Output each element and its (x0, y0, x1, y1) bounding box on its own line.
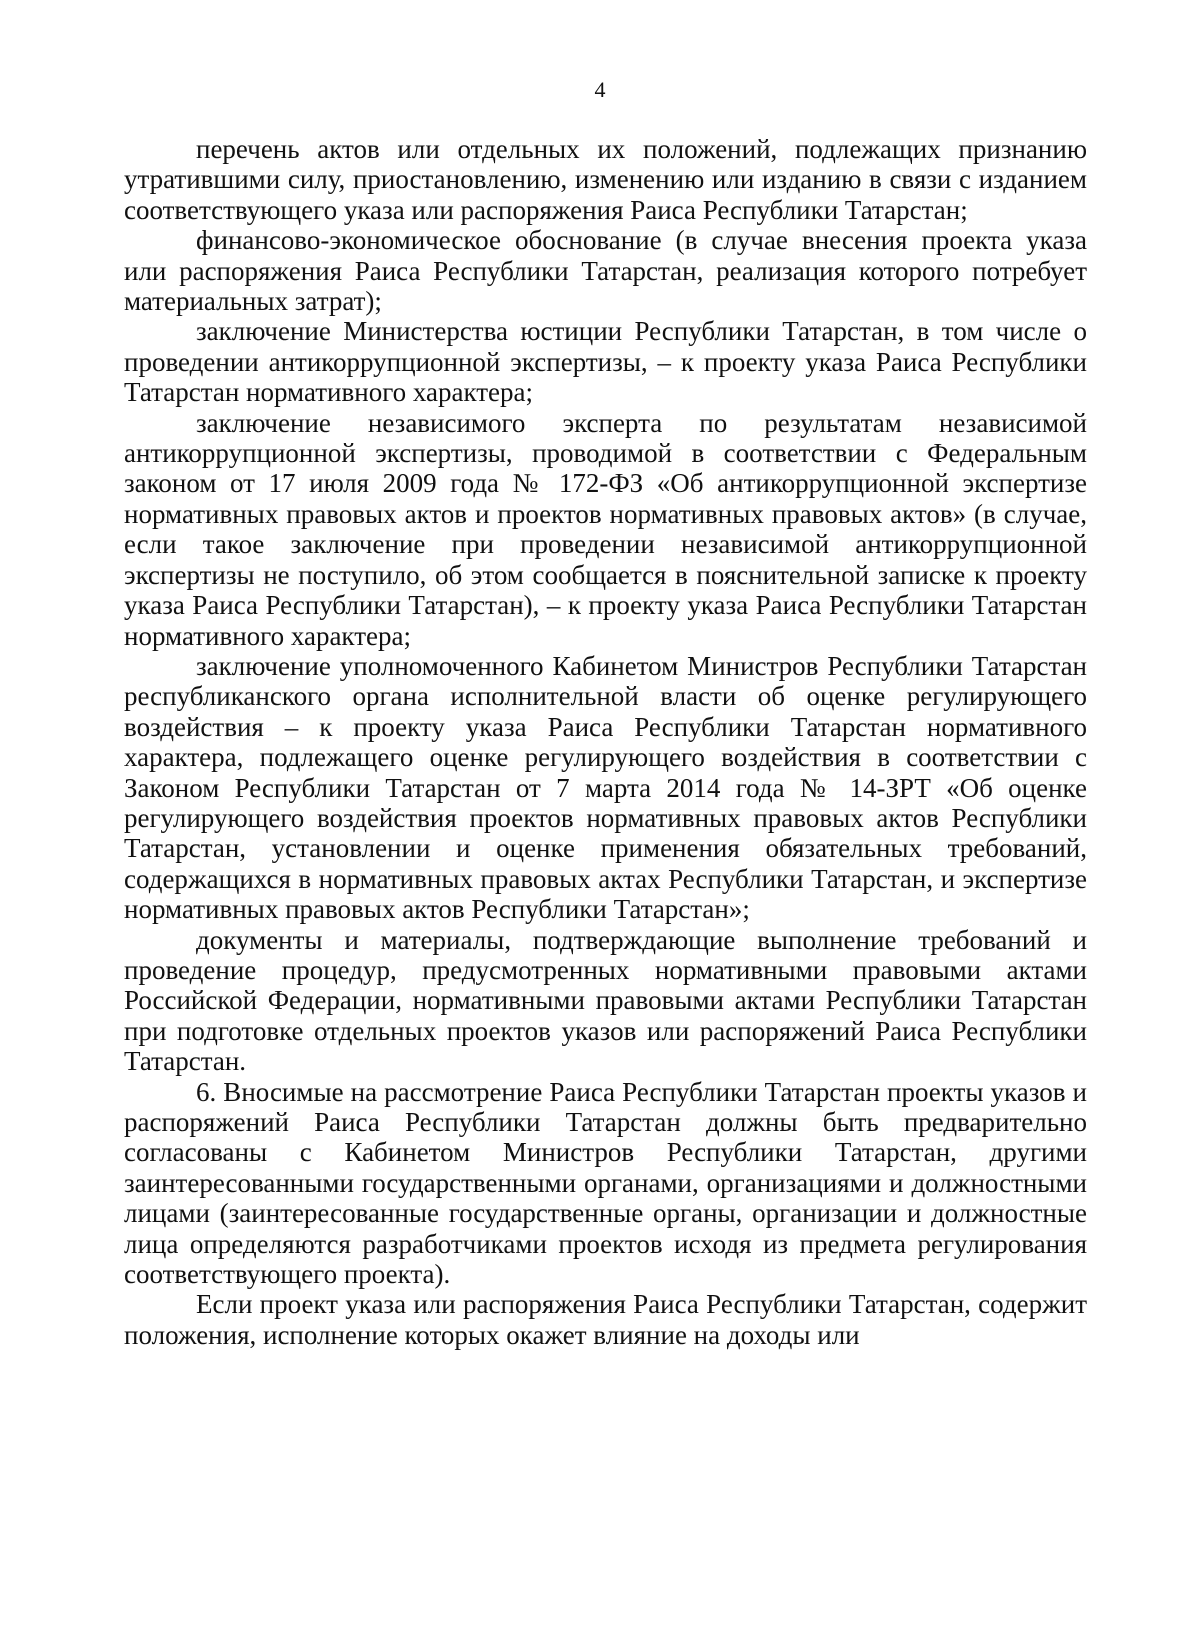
paragraph-supporting-documents: документы и материалы, подтверждающие выполнение требований и проведение процедур, предусмотренных нормативными правовыми актами Российской Федерации, нормативными правовыми актами Республики Татарстан при подготовке отдельных проектов указов или распоряжений Раиса Республики Татарстан. (124, 924, 1087, 1077)
page-number: 4 (594, 77, 606, 102)
document-body (124, 134, 1087, 1350)
paragraph-acts-list: перечень актов или отдельных их положений, подлежащих признанию утратившими силу, приостановлению, изменению или изданию в связи с изданием соответствующего указа или распоряжения Раиса Республики Татарстан; (124, 134, 1087, 225)
paragraph-item-6-approval: 6. Вносимые на рассмотрение Раиса Республики Татарстан проекты указов и распоряжений Раиса Республики Татарстан должны быть предварительно согласованы с Кабинетом Министров Республики Татарстан, другими заинтересованными государственными органами, организациями и должностными лицами (заинтересованные государственные органы, организации и должностные лица определяются разработчиками проектов исходя из предмета регулирования соответствующего проекта). (124, 1076, 1087, 1290)
paragraph-regulatory-impact-conclusion: заключение уполномоченного Кабинетом Министров Республики Татарстан республиканского органа исполнительной власти об оценке регулирующего воздействия – к проекту указа Раиса Республики Татарстан нормативного характера, подлежащего оценке регулирующего воздействия в соответствии с Законом Республики Татарстан от 7 марта 2014 года № 14-ЗРТ «Об оценке регулирующего воздействия проектов нормативных правовых актов Республики Татарстан, установлении и оценке применения обязательных требований, содержащихся в нормативных правовых актах Республики Татарстан, и экспертизе нормативных правовых актов Республики Татарстан»; (124, 650, 1087, 925)
paragraph-independent-expert-conclusion: заключение независимого эксперта по результатам независимой антикоррупционной экспертизы, проводимой в соответствии с Федеральным законом от 17 июля 2009 года № 172-ФЗ «Об антикоррупционной экспертизе нормативных правовых актов и проектов нормативных правовых актов» (в случае, если такое заключение при проведении независимой антикоррупционной экспертизы не поступило, об этом сообщается в пояснительной записке к проекту указа Раиса Республики Татарстан), – к проекту указа Раиса Республики Татарстан нормативного характера; (124, 407, 1087, 651)
paragraph-financial-justification: финансово-экономическое обоснование (в случае внесения проекта указа или распоряжения Раиса Республики Татарстан, реализация которого потребует материальных затрат); (124, 225, 1087, 317)
paragraph-revenue-impact: Если проект указа или распоряжения Раиса Республики Татарстан, содержит положения, исполнение которых окажет влияние на доходы или (124, 1289, 1087, 1350)
paragraph-justice-ministry-conclusion: заключение Министерства юстиции Республики Татарстан, в том числе о проведении антикоррупционной экспертизы, – к проекту указа Раиса Республики Татарстан нормативного характера; (124, 316, 1087, 408)
